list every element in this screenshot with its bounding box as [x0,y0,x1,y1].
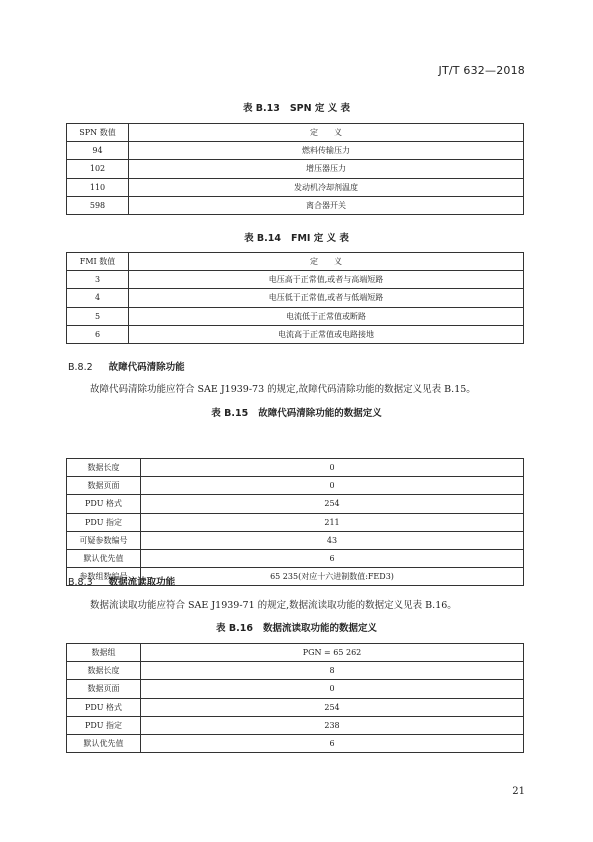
table-cell: 0 [141,477,524,495]
table-cell: 254 [141,698,524,716]
fault-code-clear-table [66,458,524,586]
table-row [67,196,524,214]
table-row [67,142,524,160]
table-cell: 电压低于正常值,或者与低端短路 [129,289,524,307]
table-cell: 211 [141,513,524,531]
table-row [67,513,524,531]
paragraph-b83: 数据流读取功能应符合 SAE J1939-71 的规定,数据流读取功能的数据定义见表 B.16。 [90,600,457,611]
table-cell: 6 [141,549,524,567]
table-cell: 电压高于正常值,或者与高端短路 [129,271,524,289]
table-cell: 102 [67,160,129,178]
fmi-definition-table [66,252,524,344]
table-cell: 6 [141,734,524,752]
table-cell: PGN = 65 262 [141,644,524,662]
table-number: 表 B.15 [211,408,249,419]
table-cell: 110 [67,178,129,196]
table-row [67,662,524,680]
column-header: SPN 数值 [67,124,129,142]
table-cell: 电流低于正常值或断路 [129,307,524,325]
table-cell: 增压器压力 [129,160,524,178]
table-cell: 数据页面 [67,477,141,495]
table-cell: 发动机冷却剂温度 [129,178,524,196]
table-cell: PDU 格式 [67,698,141,716]
table-cell: 4 [67,289,129,307]
table-row [67,680,524,698]
table-cell: 可疑参数编号 [67,531,141,549]
table-cell: 5 [67,307,129,325]
table-cell: 8 [141,662,524,680]
table-cell: 数据页面 [67,680,141,698]
table-cell: 数据长度 [67,459,141,477]
section-heading-b82 [68,359,185,373]
table-b13-caption [0,100,593,114]
section-title: 数据流读取功能 [108,577,176,588]
table-cell: 参数组数编号 [67,568,141,586]
table-row [67,325,524,343]
table-cell: 94 [67,142,129,160]
paragraph-b82: 故障代码清除功能应符合 SAE J1939-73 的规定,故障代码清除功能的数据定义见表 B.15。 [90,384,476,395]
table-title: 数据流读取功能的数据定义 [262,623,377,634]
table-cell: 数据长度 [67,662,141,680]
table-cell: 默认优先值 [67,549,141,567]
table-cell: 254 [141,495,524,513]
table-cell: 238 [141,716,524,734]
table-cell: PDU 指定 [67,513,141,531]
table-row [67,495,524,513]
page-number: 21 [512,786,525,797]
table-row [67,307,524,325]
standard-header: JT/T 632—2018 [438,64,525,77]
data-stream-read-table [66,643,524,753]
table-title: 故障代码清除功能的数据定义 [258,408,382,419]
table-cell: 燃料传输压力 [129,142,524,160]
section-number: B.8.2 [68,362,93,373]
table-cell: 3 [67,271,129,289]
section-title: 故障代码清除功能 [108,362,185,373]
column-header: FMI 数值 [67,253,129,271]
table-cell: 默认优先值 [67,734,141,752]
table-row [67,289,524,307]
table-cell: 6 [67,325,129,343]
table-row [67,178,524,196]
table-row [67,160,524,178]
table-row [67,716,524,734]
table-cell: 电流高于正常值或电路接地 [129,325,524,343]
table-b15-caption [0,405,593,419]
table-cell: 598 [67,196,129,214]
table-cell: 0 [141,459,524,477]
table-header-row [67,124,524,142]
table-cell: PDU 格式 [67,495,141,513]
table-row [67,734,524,752]
table-header-row [67,253,524,271]
table-row [67,271,524,289]
table-cell: 离合器开关 [129,196,524,214]
table-number: 表 B.16 [216,623,253,634]
spn-definition-table [66,123,524,215]
table-cell: PDU 指定 [67,716,141,734]
table-row [67,549,524,567]
table-number: 表 B.14 [244,233,281,244]
section-heading-b83 [68,574,175,588]
table-b16-caption [0,620,593,634]
table-row [67,698,524,716]
table-cell: 65 235(对应十六进制数值:FED3) [141,568,524,586]
column-header: 定 义 [129,253,524,271]
table-number: 表 B.13 [242,103,280,114]
table-b14-caption [0,230,593,244]
table-title: SPN 定 义 表 [289,103,351,114]
table-row [67,644,524,662]
column-header: 定 义 [129,124,524,142]
table-row [67,477,524,495]
table-cell: 43 [141,531,524,549]
table-cell: 数据组 [67,644,141,662]
section-number: B.8.3 [68,577,93,588]
table-cell: 0 [141,680,524,698]
table-title: FMI 定 义 表 [290,233,349,244]
table-row [67,459,524,477]
table-row [67,531,524,549]
